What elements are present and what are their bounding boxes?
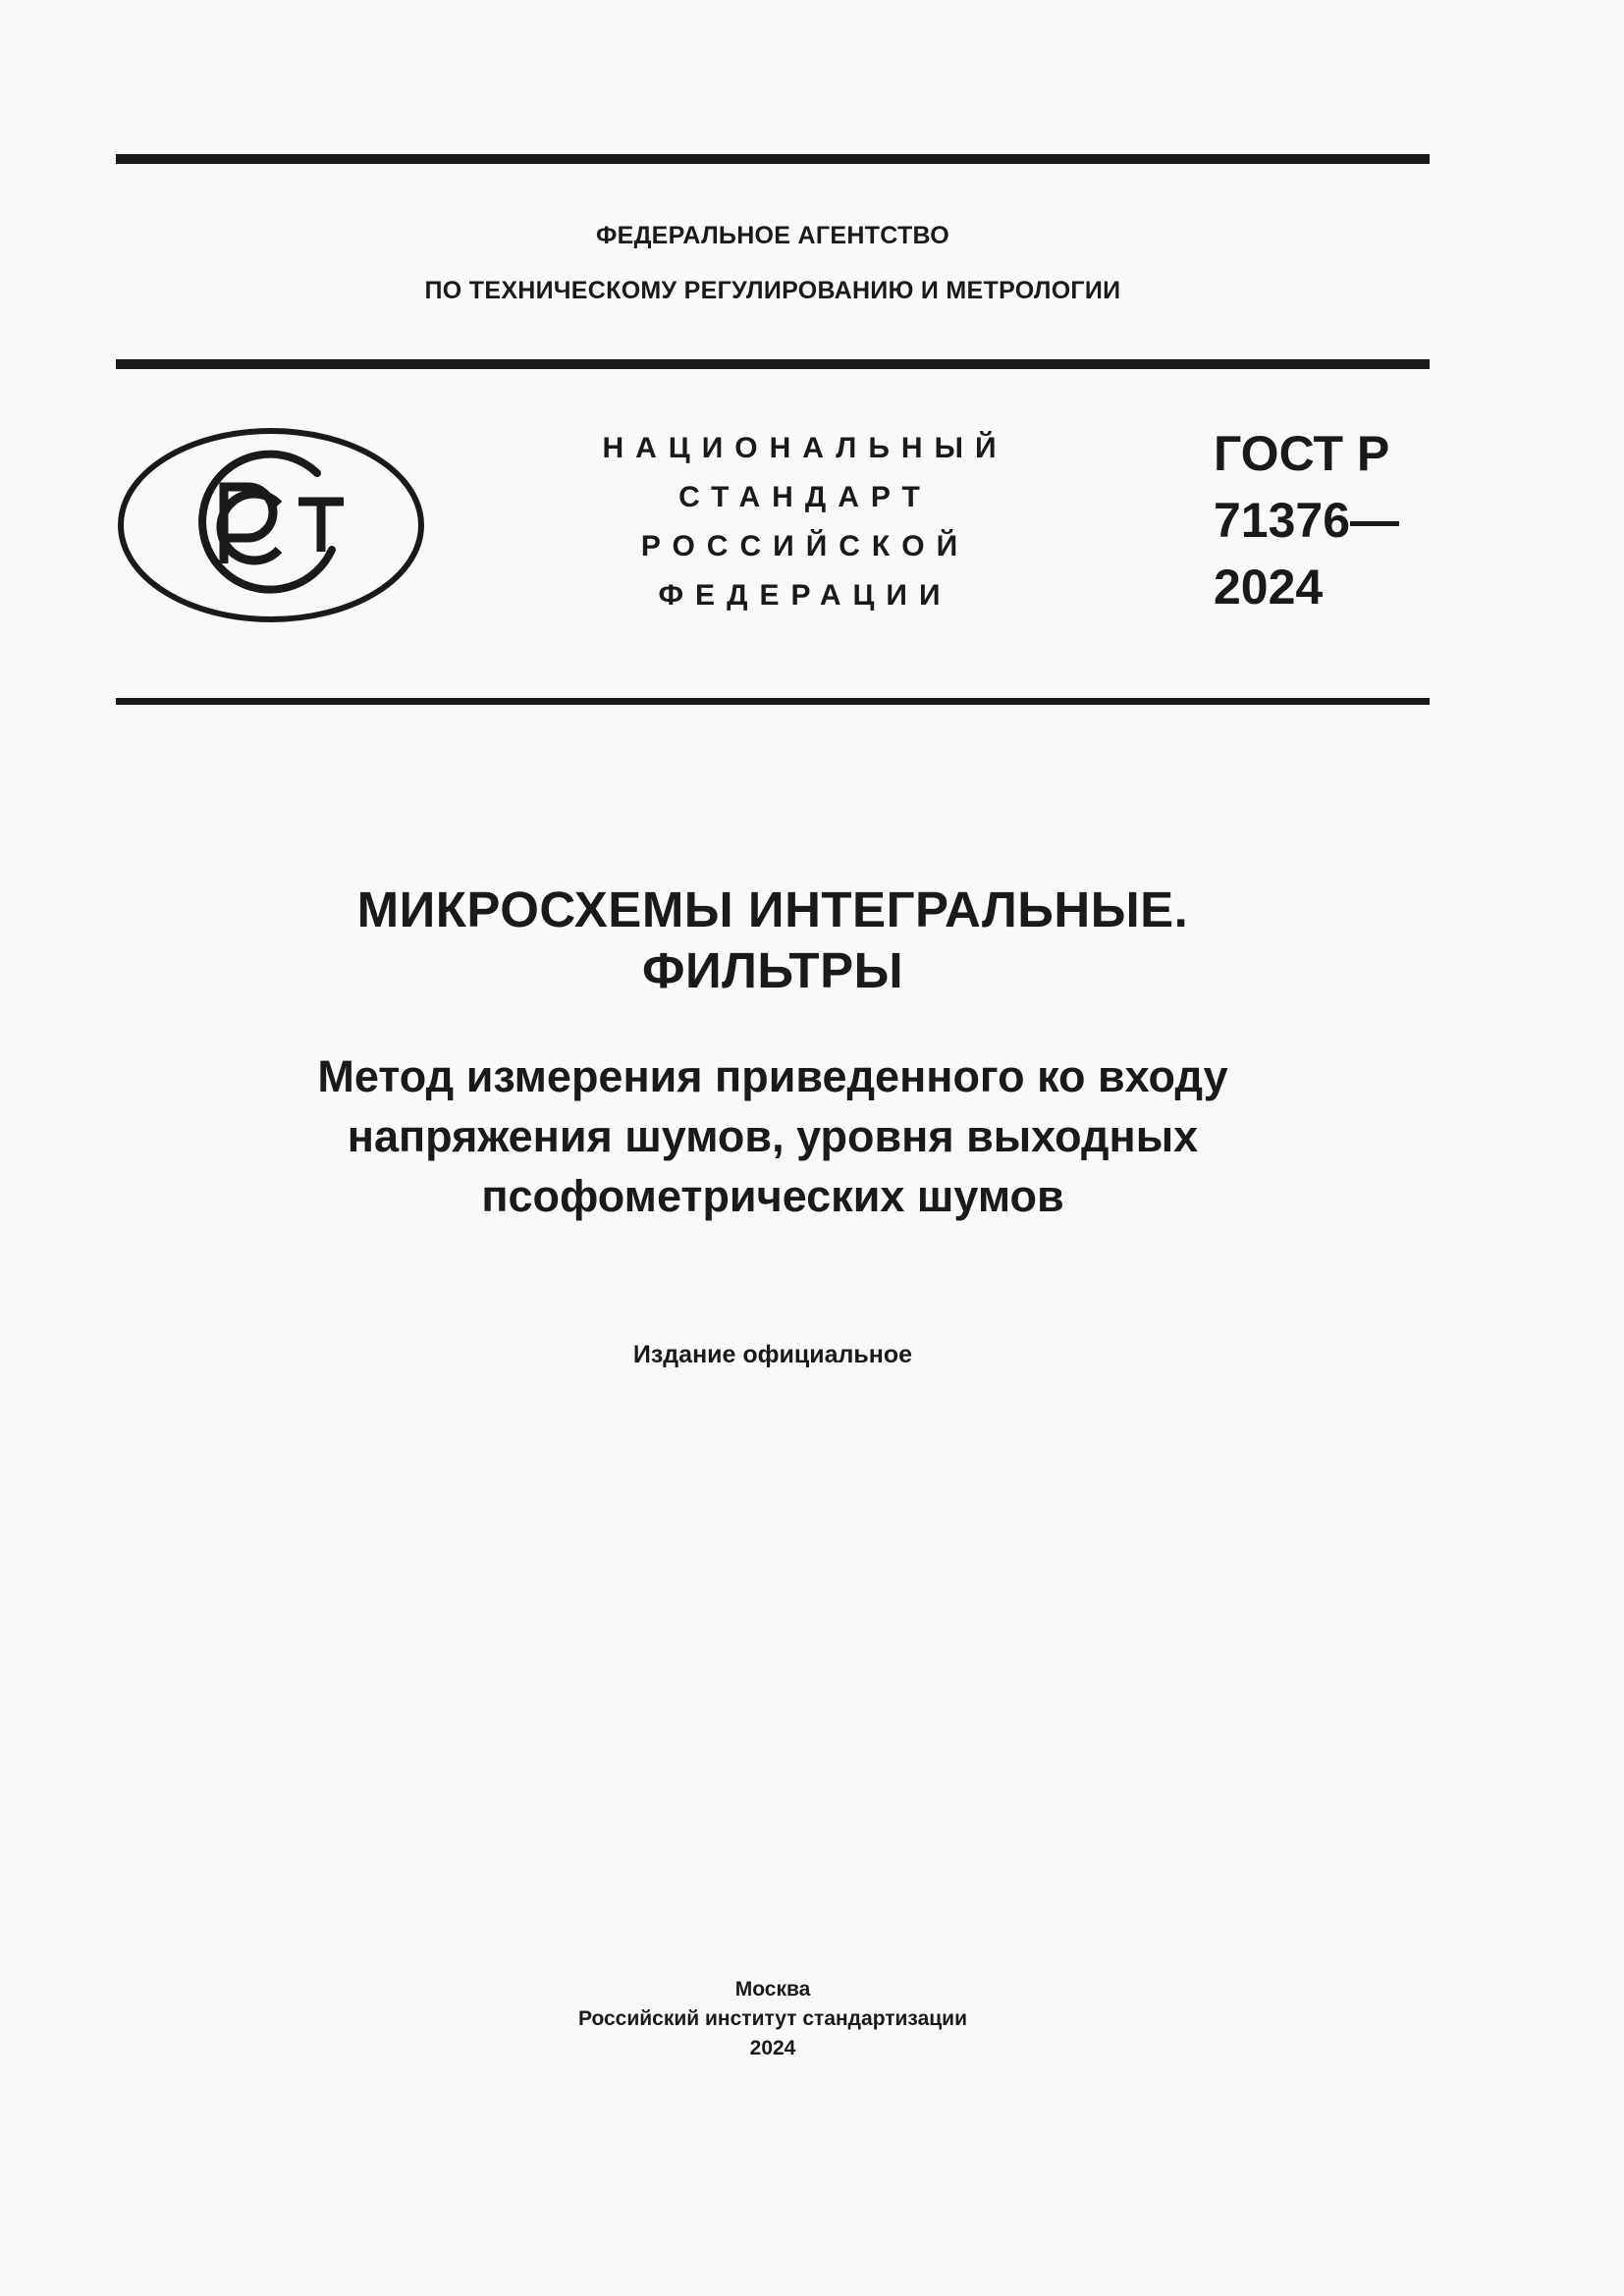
standard-kind-line: СТАНДАРТ <box>678 481 932 513</box>
title-line: МИКРОСХЕМЫ ИНТЕГРАЛЬНЫЕ. <box>356 881 1189 937</box>
designation-line: ГОСТ Р <box>1214 426 1390 481</box>
agency-line-1: ФЕДЕРАЛЬНОЕ АГЕНТСТВО <box>595 222 950 249</box>
document-subtitle <box>116 1046 1430 1226</box>
standard-kind-line: ФЕДЕРАЦИИ <box>658 579 952 612</box>
standard-kind-line: НАЦИОНАЛЬНЫЙ <box>602 432 1008 464</box>
imprint-year: 2024 <box>749 2037 796 2059</box>
header-rule <box>116 359 1430 369</box>
subtitle-line: напряжения шумов, уровня выходных <box>347 1111 1199 1161</box>
edition-note: Издание официальное <box>632 1341 913 1368</box>
imprint-publisher: Российский институт стандартизации <box>577 2007 968 2030</box>
standard-kind <box>579 424 1031 620</box>
agency-line-2: ПО ТЕХНИЧЕСКОМУ РЕГУЛИРОВАНИЮ И МЕТРОЛОГИИ <box>424 277 1121 304</box>
designation-line: 2024 <box>1214 560 1324 614</box>
standard-designation <box>1214 420 1430 620</box>
rst-emblem-icon <box>116 426 426 624</box>
imprint-city: Москва <box>734 1978 811 2001</box>
top-rule <box>116 154 1430 164</box>
imprint <box>116 1975 1430 2063</box>
title-line: ФИЛЬТРЫ <box>641 942 904 998</box>
designation-rule <box>116 698 1430 705</box>
designation-line: 71376— <box>1214 493 1400 548</box>
standard-kind-line: РОССИЙСКОЙ <box>640 530 970 562</box>
subtitle-line: Метод измерения приведенного ко входу <box>317 1051 1228 1101</box>
subtitle-line: псофометрических шумов <box>481 1171 1064 1221</box>
document-title <box>116 880 1430 1001</box>
